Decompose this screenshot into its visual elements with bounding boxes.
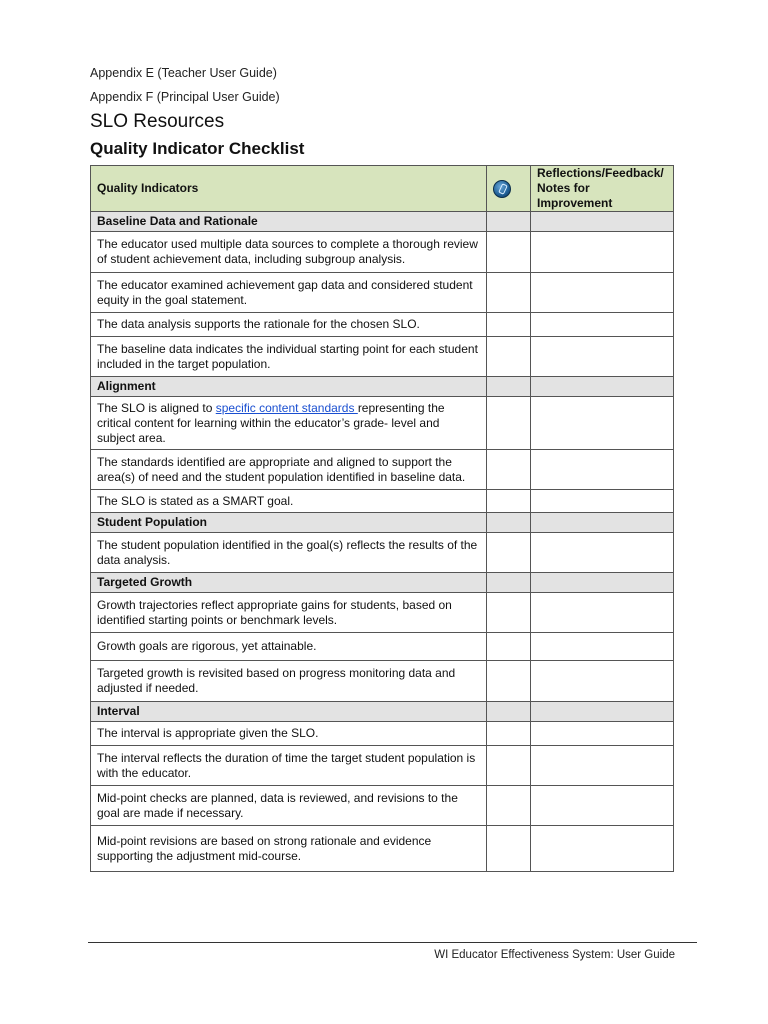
indicator-text: The data analysis supports the rationale for the chosen SLO. bbox=[91, 313, 487, 337]
table-header-row bbox=[91, 166, 674, 212]
table-row bbox=[91, 593, 674, 633]
notes-cell[interactable] bbox=[531, 702, 674, 722]
check-cell[interactable] bbox=[487, 786, 531, 826]
table-row bbox=[91, 826, 674, 872]
check-cell[interactable] bbox=[487, 826, 531, 872]
table-row bbox=[91, 633, 674, 661]
table-row bbox=[91, 746, 674, 786]
notes-header-line1: Reflections/Feedback/ bbox=[537, 166, 664, 180]
indicator-text: The educator examined achievement gap data and considered student equity in the goal statement. bbox=[91, 273, 487, 313]
check-cell[interactable] bbox=[487, 397, 531, 450]
indicator-text: The student population identified in the goal(s) reflects the results of the data analysis. bbox=[91, 533, 487, 573]
indicator-text: Targeted growth is revisited based on progress monitoring data and adjusted if needed. bbox=[91, 661, 487, 702]
notes-cell[interactable] bbox=[531, 746, 674, 786]
notes-cell[interactable] bbox=[531, 593, 674, 633]
quality-indicator-table bbox=[90, 165, 674, 872]
section-row-alignment bbox=[91, 377, 674, 397]
table-row bbox=[91, 313, 674, 337]
indicator-text: The educator used multiple data sources to complete a thorough review of student achievement data, including subgroup analysis. bbox=[91, 232, 487, 273]
notes-cell[interactable] bbox=[531, 232, 674, 273]
section-label: Targeted Growth bbox=[91, 573, 487, 593]
checkmark-badge-icon bbox=[493, 180, 511, 198]
indicator-text: Mid-point revisions are based on strong rationale and evidence supporting the adjustment mid-course. bbox=[91, 826, 487, 872]
notes-cell[interactable] bbox=[531, 786, 674, 826]
indicator-text-post: representing the critical content for learning within the educator’s grade- level and subject area. bbox=[97, 400, 445, 445]
section-label: Student Population bbox=[91, 513, 487, 533]
table-row bbox=[91, 722, 674, 746]
check-cell[interactable] bbox=[487, 490, 531, 513]
indicator-text: The interval reflects the duration of time the target student population is with the educator. bbox=[91, 746, 487, 786]
check-cell[interactable] bbox=[487, 533, 531, 573]
appendix-e-line: Appendix E (Teacher User Guide) bbox=[90, 66, 277, 80]
notes-cell[interactable] bbox=[531, 533, 674, 573]
notes-cell[interactable] bbox=[531, 661, 674, 702]
check-cell[interactable] bbox=[487, 232, 531, 273]
section-row-interval bbox=[91, 702, 674, 722]
check-cell[interactable] bbox=[487, 661, 531, 702]
indicator-text: Mid-point checks are planned, data is reviewed, and revisions to the goal are made if necessary. bbox=[91, 786, 487, 826]
notes-cell[interactable] bbox=[531, 513, 674, 533]
notes-cell[interactable] bbox=[531, 573, 674, 593]
table-row bbox=[91, 533, 674, 573]
section-subtitle: Quality Indicator Checklist bbox=[90, 139, 305, 158]
table-row bbox=[91, 450, 674, 490]
page-title: SLO Resources bbox=[90, 111, 225, 132]
indicator-text: The standards identified are appropriate and aligned to support the area(s) of need and the student population identified in baseline data. bbox=[91, 450, 487, 490]
section-label: Interval bbox=[91, 702, 487, 722]
table-row bbox=[91, 661, 674, 702]
footer-divider bbox=[88, 942, 697, 943]
notes-cell[interactable] bbox=[531, 450, 674, 490]
check-cell[interactable] bbox=[487, 702, 531, 722]
notes-cell[interactable] bbox=[531, 337, 674, 377]
quality-indicators-header: Quality Indicators bbox=[91, 166, 487, 212]
notes-cell[interactable] bbox=[531, 212, 674, 232]
table-row bbox=[91, 337, 674, 377]
table-row bbox=[91, 490, 674, 513]
check-cell[interactable] bbox=[487, 746, 531, 786]
check-cell[interactable] bbox=[487, 212, 531, 232]
check-cell[interactable] bbox=[487, 377, 531, 397]
content-standards-link[interactable]: specific content standards bbox=[215, 400, 358, 415]
indicator-text bbox=[91, 397, 487, 450]
notes-header bbox=[531, 166, 674, 212]
check-cell[interactable] bbox=[487, 593, 531, 633]
notes-cell[interactable] bbox=[531, 633, 674, 661]
section-row-growth bbox=[91, 573, 674, 593]
check-cell[interactable] bbox=[487, 273, 531, 313]
table-row bbox=[91, 273, 674, 313]
notes-cell[interactable] bbox=[531, 313, 674, 337]
indicator-text: Growth goals are rigorous, yet attainable. bbox=[91, 633, 487, 661]
indicator-text: The interval is appropriate given the SLO. bbox=[91, 722, 487, 746]
table-row bbox=[91, 397, 674, 450]
notes-cell[interactable] bbox=[531, 722, 674, 746]
check-cell[interactable] bbox=[487, 450, 531, 490]
section-label: Baseline Data and Rationale bbox=[91, 212, 487, 232]
notes-cell[interactable] bbox=[531, 377, 674, 397]
check-cell[interactable] bbox=[487, 633, 531, 661]
indicator-text: Growth trajectories reflect appropriate gains for students, based on identified starting points or benchmark levels. bbox=[91, 593, 487, 633]
check-cell[interactable] bbox=[487, 722, 531, 746]
table-row bbox=[91, 786, 674, 826]
check-cell[interactable] bbox=[487, 313, 531, 337]
appendix-f-line: Appendix F (Principal User Guide) bbox=[90, 90, 280, 104]
check-cell[interactable] bbox=[487, 513, 531, 533]
section-row-population bbox=[91, 513, 674, 533]
section-label: Alignment bbox=[91, 377, 487, 397]
section-row-baseline bbox=[91, 212, 674, 232]
check-cell[interactable] bbox=[487, 337, 531, 377]
notes-cell[interactable] bbox=[531, 826, 674, 872]
footer-text: WI Educator Effectiveness System: User Guide bbox=[434, 949, 675, 961]
notes-header-line2: Notes for Improvement bbox=[537, 181, 613, 210]
indicator-text: The SLO is stated as a SMART goal. bbox=[91, 490, 487, 513]
indicator-text-pre: The SLO is aligned to bbox=[97, 400, 216, 415]
notes-cell[interactable] bbox=[531, 490, 674, 513]
check-cell[interactable] bbox=[487, 573, 531, 593]
icon-header-cell bbox=[487, 166, 531, 212]
notes-cell[interactable] bbox=[531, 397, 674, 450]
table-row bbox=[91, 232, 674, 273]
indicator-text: The baseline data indicates the individual starting point for each student included in the target population. bbox=[91, 337, 487, 377]
notes-cell[interactable] bbox=[531, 273, 674, 313]
